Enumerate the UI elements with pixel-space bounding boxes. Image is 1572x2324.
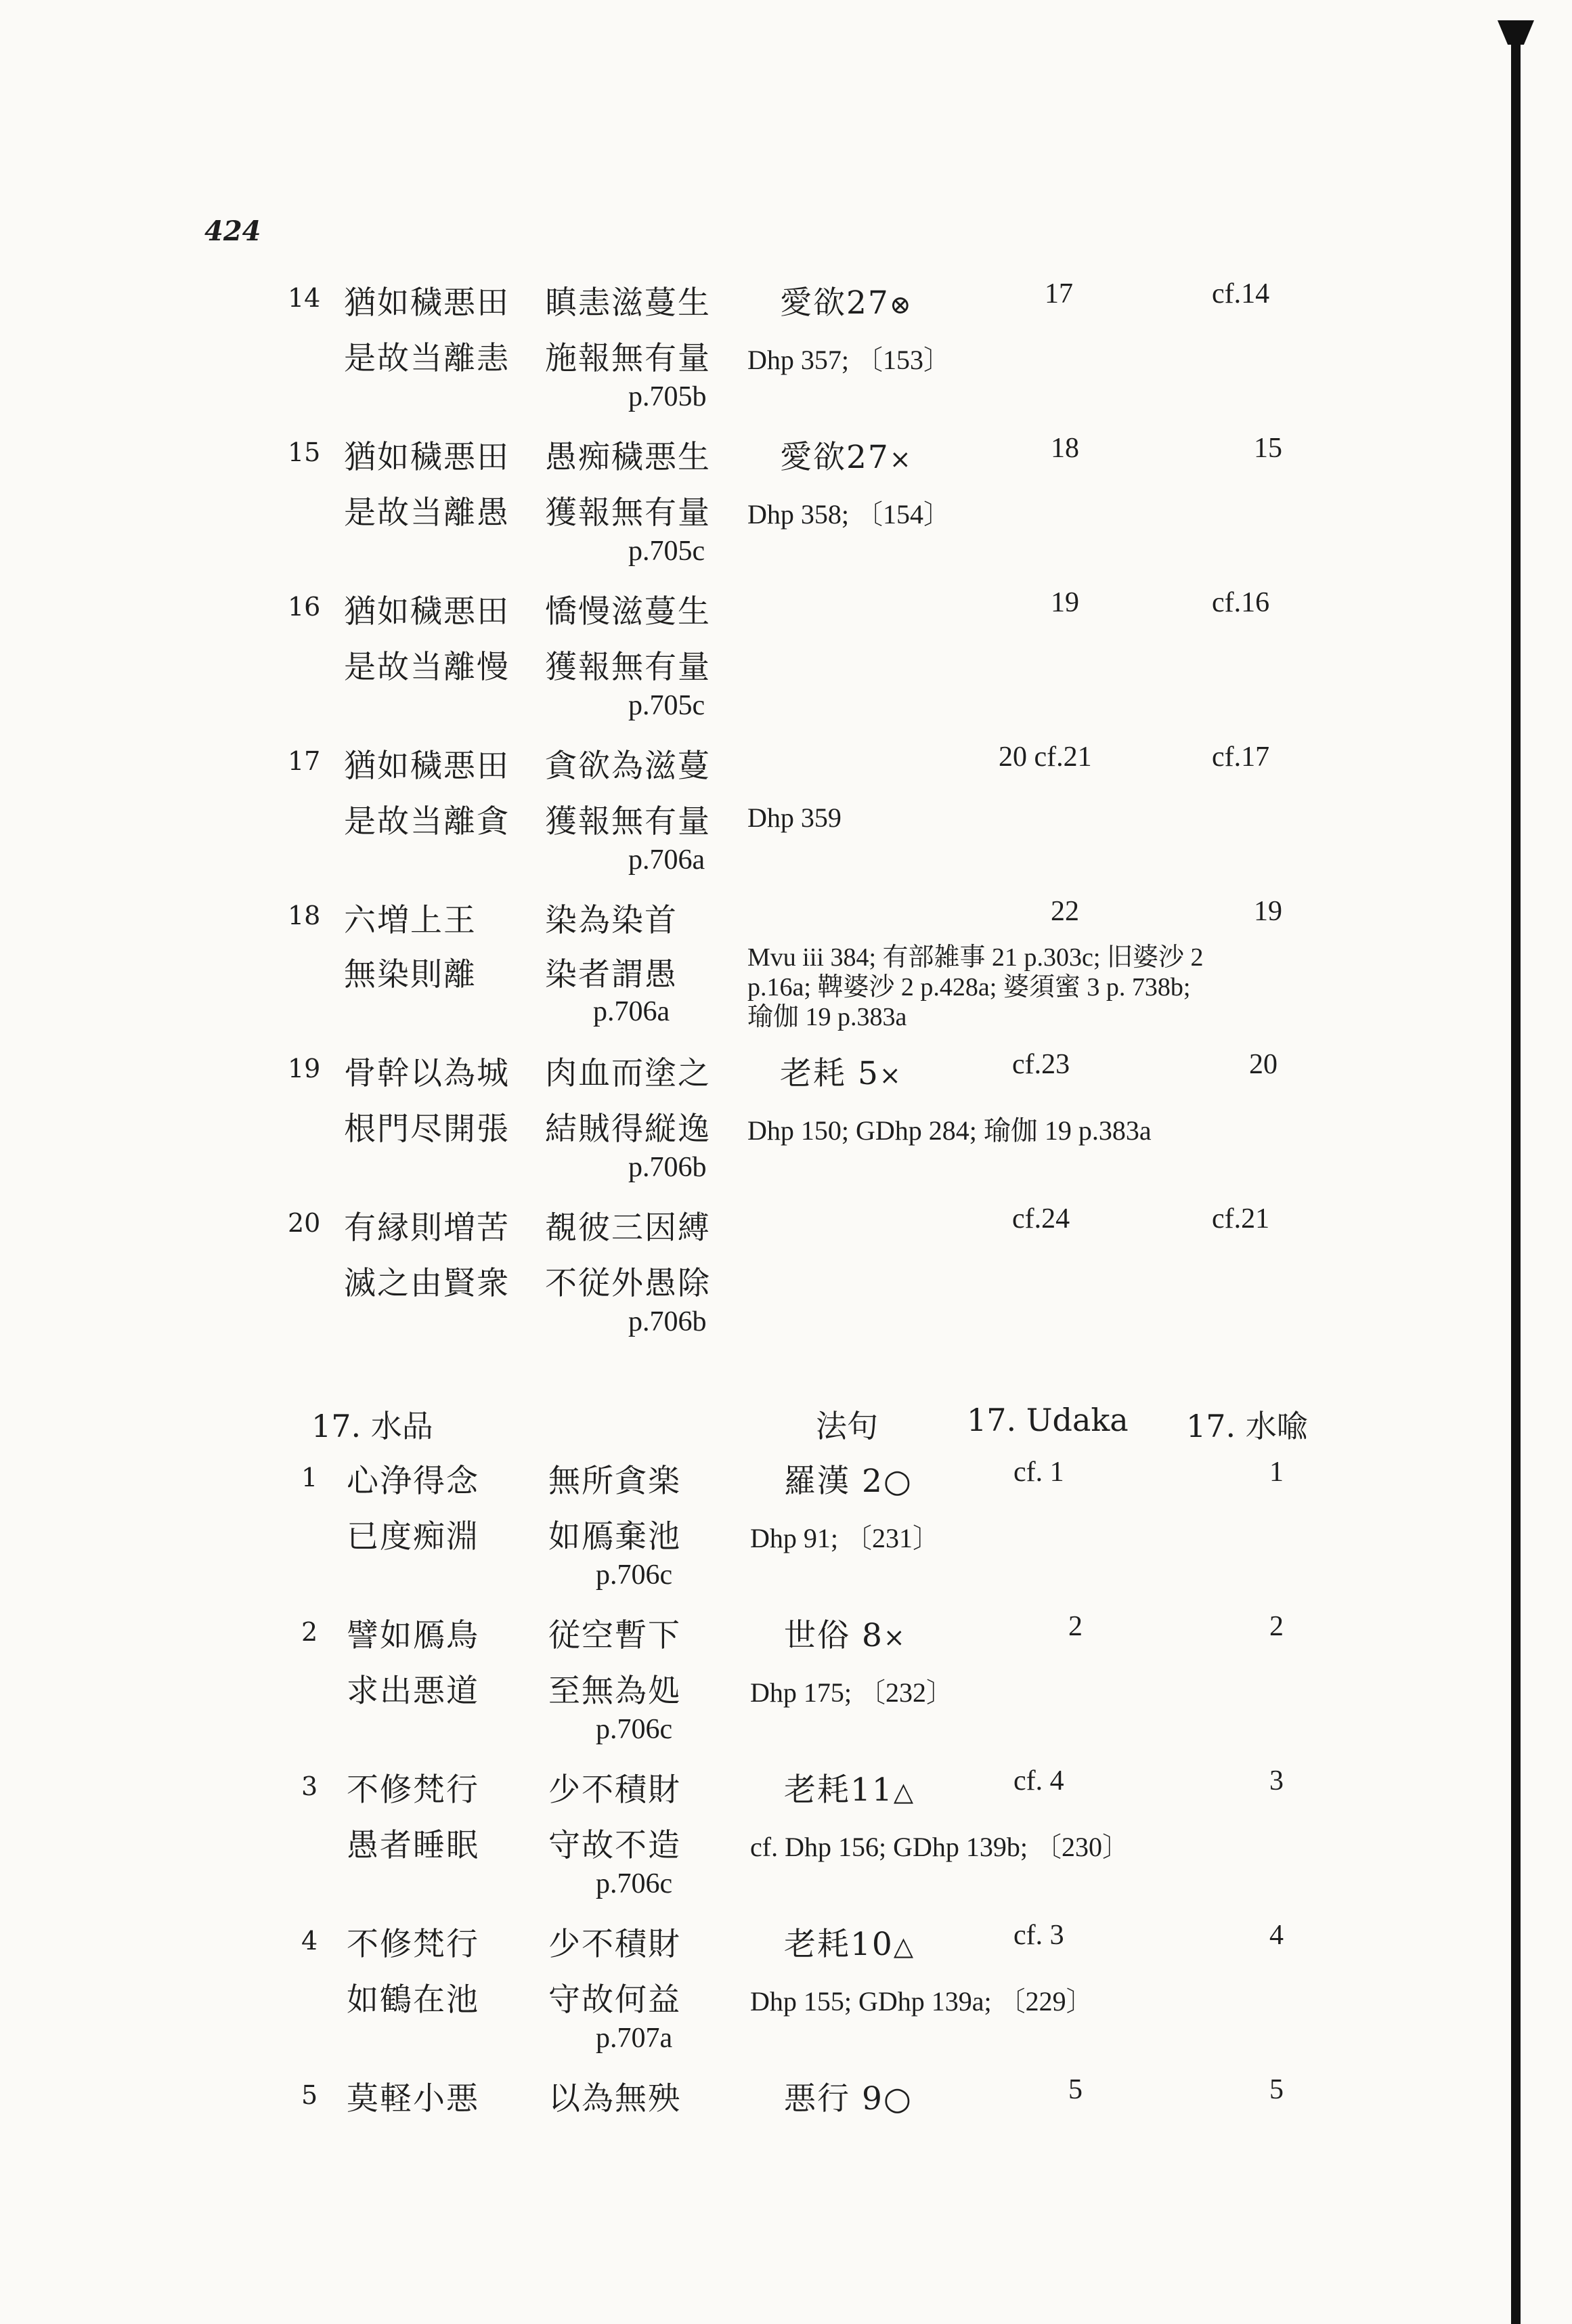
match-mark: ○	[883, 1463, 913, 1500]
comparison-ref: cf.14	[1212, 278, 1270, 309]
parallel-chapter: 老耗 5×	[780, 1055, 902, 1092]
verse-line-2a: 無染則離	[344, 956, 477, 993]
verse-line-1b: 無所貪楽	[548, 1463, 681, 1500]
parallel-chapter: 老耗11△	[784, 1771, 915, 1809]
taisho-page: p.706b	[628, 1306, 707, 1337]
verse-line-2b: 施報無有量	[545, 340, 711, 377]
verse-line-1b: 少不積財	[548, 1771, 681, 1809]
comparison-ref: 5	[1269, 2074, 1284, 2105]
verse-line-1a: 心浄得念	[347, 1463, 479, 1500]
udaka-ref: 5	[1068, 2074, 1083, 2105]
verse-number: 5	[301, 2080, 318, 2110]
match-mark: △	[893, 1777, 915, 1807]
verse-line-1b: 貪欲為滋蔓	[545, 748, 711, 785]
taisho-page: p.706a	[628, 844, 705, 876]
source-ref-line-2: p.16a; 鞞婆沙 2 p.428a; 婆須蜜 3 p. 738b;	[747, 973, 1191, 1002]
verse-number: 17	[288, 746, 321, 776]
verse-number: 14	[288, 283, 321, 313]
taisho-page: p.706b	[628, 1152, 707, 1183]
comparison-ref: 19	[1254, 896, 1282, 927]
udaka-ref: 18	[1051, 433, 1079, 464]
verse-line-1a: 猶如穢悪田	[344, 284, 510, 322]
verse-line-2a: 滅之由賢衆	[344, 1265, 510, 1302]
verse-number: 1	[301, 1463, 318, 1492]
udaka-ref: 19	[1051, 587, 1079, 618]
comparison-ref: cf.17	[1212, 741, 1270, 773]
verse-line-2b: 不従外愚除	[545, 1265, 711, 1302]
verse-line-1a: 骨幹以為城	[344, 1055, 510, 1092]
udaka-ref: cf. 1	[1013, 1457, 1064, 1488]
verse-number: 15	[288, 437, 321, 467]
comparison-ref: 3	[1269, 1765, 1284, 1796]
comparison-ref: 15	[1254, 433, 1282, 464]
section-title: 17. 水品	[311, 1408, 433, 1444]
verse-line-1a: 譬如鴈鳥	[347, 1617, 479, 1654]
taisho-page: p.705c	[628, 690, 705, 721]
verse-line-1a: 猶如穢悪田	[344, 439, 510, 476]
source-ref: cf. Dhp 156; GDhp 139b; 〔230〕	[750, 1832, 1129, 1862]
verse-line-2a: 愚者睡眠	[347, 1827, 479, 1864]
column-header-dhammapada: 法句	[816, 1408, 878, 1444]
source-ref: Dhp 357; 〔153〕	[747, 345, 951, 375]
verse-line-1b: 肉血而塗之	[545, 1055, 711, 1092]
udaka-ref: 22	[1051, 896, 1079, 927]
column-header-comparison: 17. 水喩	[1186, 1408, 1308, 1444]
verse-line-2a: 是故当離貪	[344, 803, 510, 840]
source-ref-line-3: 瑜伽 19 p.383a	[747, 1003, 907, 1031]
source-ref-line-1: Mvu iii 384; 有部雑事 21 p.303c; 旧婆沙 2	[747, 943, 1204, 972]
taisho-page: p.706c	[596, 1868, 673, 1899]
verse-line-2b: 獲報無有量	[545, 649, 711, 686]
verse-line-2b: 獲報無有量	[545, 803, 711, 840]
comparison-ref: 2	[1269, 1611, 1284, 1642]
verse-number: 3	[301, 1771, 318, 1801]
comparison-ref: 4	[1269, 1920, 1284, 1951]
verse-number: 20	[288, 1208, 321, 1238]
match-mark: △	[893, 1931, 915, 1961]
udaka-ref: cf.24	[1012, 1203, 1070, 1234]
comparison-ref: 1	[1269, 1457, 1284, 1488]
source-ref: Dhp 359	[747, 802, 842, 833]
verse-line-1b: 染為染首	[545, 902, 678, 939]
parallel-chapter: 愛欲27⊗	[780, 284, 913, 322]
verse-number: 18	[288, 901, 321, 930]
taisho-page: p.707a	[596, 2023, 673, 2054]
page-number: 424	[204, 215, 261, 247]
verse-line-1a: 莫軽小悪	[347, 2080, 479, 2117]
udaka-ref: cf. 4	[1013, 1765, 1064, 1796]
verse-number: 4	[301, 1926, 318, 1956]
match-mark: ×	[889, 444, 913, 474]
verse-line-1a: 不修梵行	[347, 1771, 479, 1809]
udaka-ref: cf. 3	[1013, 1920, 1064, 1951]
udaka-ref: 17	[1045, 278, 1073, 309]
parallel-chapter: 老耗10△	[784, 1926, 915, 1963]
verse-line-1a: 六増上王	[344, 902, 477, 939]
parallel-chapter: 悪行 9○	[784, 2080, 913, 2117]
verse-line-2b: 獲報無有量	[545, 494, 711, 532]
verse-line-1b: 瞋恚滋蔓生	[545, 284, 711, 322]
udaka-ref: 20 cf.21	[999, 741, 1092, 773]
parallel-chapter: 世俗 8×	[784, 1617, 907, 1654]
verse-line-1a: 有縁則増苦	[344, 1209, 510, 1247]
verse-line-2b: 染者謂愚	[545, 956, 678, 993]
verse-line-2b: 至無為処	[548, 1673, 681, 1710]
source-ref: Dhp 155; GDhp 139a; 〔229〕	[750, 1986, 1093, 2017]
verse-line-1b: 少不積財	[548, 1926, 681, 1963]
comparison-ref: cf.21	[1212, 1203, 1270, 1234]
verse-line-2a: 求出悪道	[347, 1673, 479, 1710]
taisho-page: p.706c	[596, 1559, 673, 1591]
verse-number: 2	[301, 1617, 318, 1647]
taisho-page: p.705c	[628, 536, 705, 567]
verse-line-2a: 是故当離愚	[344, 494, 510, 532]
verse-line-1b: 憍慢滋蔓生	[545, 593, 711, 630]
verse-line-2a: 是故当離恚	[344, 340, 510, 377]
verse-line-1a: 猶如穢悪田	[344, 593, 510, 630]
verse-line-2a: 已度痴淵	[347, 1518, 479, 1555]
verse-line-1a: 猶如穢悪田	[344, 748, 510, 785]
verse-number: 19	[288, 1054, 321, 1083]
match-mark: ○	[883, 2080, 913, 2117]
verse-line-1b: 以為無殃	[548, 2080, 681, 2117]
comparison-ref: cf.16	[1212, 587, 1270, 618]
taisho-page: p.706c	[596, 1714, 673, 1745]
verse-line-1a: 不修梵行	[347, 1926, 479, 1963]
match-mark: ⊗	[889, 290, 913, 320]
verse-line-2b: 守故何益	[548, 1981, 681, 2019]
verse-line-2b: 結賊得縦逸	[545, 1111, 711, 1148]
parallel-chapter: 愛欲27×	[780, 439, 913, 476]
taisho-page: p.705b	[628, 381, 707, 412]
verse-line-2a: 如鶴在池	[347, 1981, 479, 2019]
source-ref: Dhp 175; 〔232〕	[750, 1677, 953, 1708]
verse-line-2b: 守故不造	[548, 1827, 681, 1864]
parallel-chapter: 羅漢 2○	[784, 1463, 913, 1500]
udaka-ref: cf.23	[1012, 1049, 1070, 1080]
match-mark: ×	[879, 1060, 902, 1090]
source-ref: Dhp 91; 〔231〕	[750, 1523, 940, 1553]
udaka-ref: 2	[1068, 1611, 1083, 1642]
taisho-page: p.706a	[593, 996, 670, 1027]
source-ref: Dhp 358; 〔154〕	[747, 499, 951, 530]
verse-line-2a: 是故当離慢	[344, 649, 510, 686]
verse-line-1b: 覩彼三因縛	[545, 1209, 711, 1247]
verse-line-2a: 根門尽開張	[344, 1111, 510, 1148]
match-mark: ×	[883, 1622, 907, 1652]
source-ref: Dhp 150; GDhp 284; 瑜伽 19 p.383a	[747, 1115, 1152, 1146]
verse-line-1b: 愚痴穢悪生	[545, 439, 711, 476]
verse-number: 16	[288, 592, 321, 622]
column-header-udaka: 17. Udaka	[967, 1402, 1129, 1438]
verse-line-2b: 如鴈棄池	[548, 1518, 681, 1555]
comparison-ref: 20	[1249, 1049, 1278, 1080]
verse-line-1b: 従空暫下	[548, 1617, 681, 1654]
binding-rule	[1511, 39, 1521, 2324]
